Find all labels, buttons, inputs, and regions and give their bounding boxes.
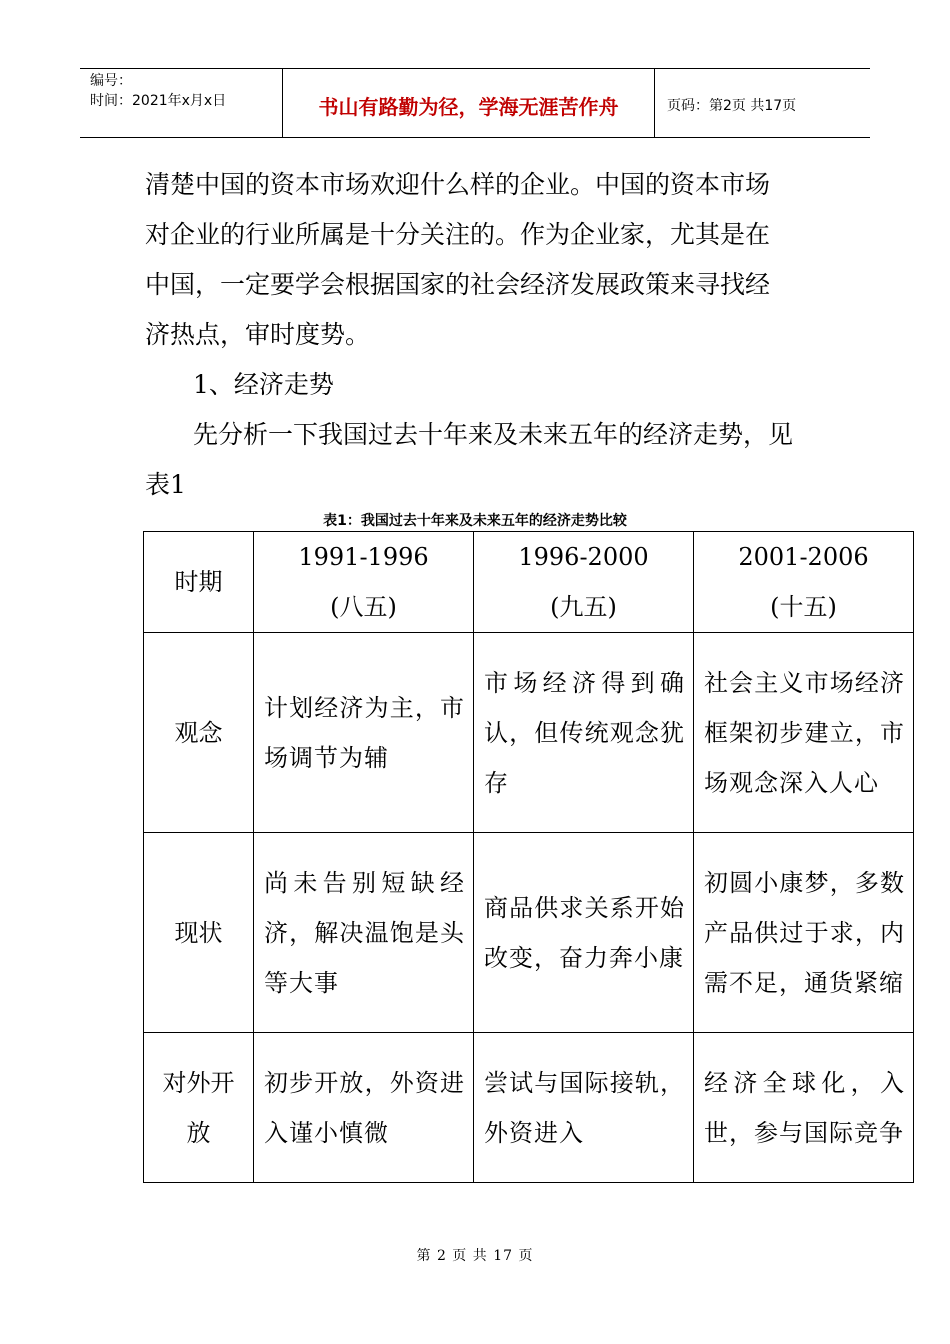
page-header <box>80 68 870 138</box>
header-motto: 书山有路勤为径，学海无涯苦作舟 <box>318 95 619 119</box>
row-label: 现状 <box>144 833 254 1033</box>
table-row <box>144 1033 914 1183</box>
header-page-cell <box>655 69 870 137</box>
table-cell: 初圆小康梦，多数产品供过于求，内需不足，通货紧缩 <box>694 833 914 1033</box>
header-meta-cell <box>80 69 283 137</box>
body-line: 清楚中国的资本市场欢迎什么样的企业。中国的资本市场 <box>145 170 771 199</box>
period-plan: (十五) <box>770 593 837 621</box>
table-cell: 经济全球化，入世，参与国际竞争 <box>694 1033 914 1183</box>
period-plan: (八五) <box>330 593 397 621</box>
document-number-label: 编号： <box>90 73 132 89</box>
period-years: 1996-2000 <box>518 543 649 571</box>
economic-trend-table <box>143 531 914 1183</box>
period-years: 1991-1996 <box>298 543 429 571</box>
table-cell: 商品供求关系开始改变，奋力奔小康 <box>474 833 694 1033</box>
body-line: 对企业的行业所属是十分关注的。作为企业家，尤其是在 <box>145 220 771 249</box>
body-line: 中国，一定要学会根据国家的社会经济发展政策来寻找经 <box>145 270 771 299</box>
header-cell-period <box>144 532 254 633</box>
row-label: 观念 <box>144 633 254 833</box>
table-row <box>144 833 914 1033</box>
body-line: 济热点，审时度势。 <box>145 320 371 349</box>
table-cell: 计划经济为主，市场调节为辅 <box>254 633 474 833</box>
period-plan: (九五) <box>550 593 617 621</box>
table-header-row <box>144 532 914 633</box>
table-cell: 市场经济得到确认，但传统观念犹存 <box>474 633 694 833</box>
period-years: 2001-2006 <box>738 543 869 571</box>
page-footer: 第 2 页 共 17 页 <box>416 1248 534 1264</box>
table-cell: 尝试与国际接轨，外资进入 <box>474 1033 694 1183</box>
table-cell: 尚未告别短缺经济，解决温饱是头等大事 <box>254 833 474 1033</box>
table-caption: 表1：我国过去十年来及未来五年的经济走势比较 <box>323 513 627 529</box>
header-cell-period-3 <box>694 532 914 633</box>
header-cell-period-1 <box>254 532 474 633</box>
header-motto-cell <box>283 69 655 137</box>
table-cell: 社会主义市场经济框架初步建立，市场观念深入人心 <box>694 633 914 833</box>
header-cell-period-2 <box>474 532 694 633</box>
row-label: 对外开放 <box>144 1033 254 1183</box>
section-heading: 1、经济走势 <box>193 370 334 399</box>
table-cell: 初步开放，外资进入谨小慎微 <box>254 1033 474 1183</box>
body-line: 先分析一下我国过去十年来及未来五年的经济走势，见 <box>193 420 794 449</box>
table-row <box>144 633 914 833</box>
period-label: 时期 <box>174 568 223 596</box>
header-page-number: 页码：第2页 共17页 <box>667 98 797 114</box>
document-date-label: 时间：2021年x月x日 <box>90 93 227 109</box>
body-line: 表1 <box>145 470 186 499</box>
